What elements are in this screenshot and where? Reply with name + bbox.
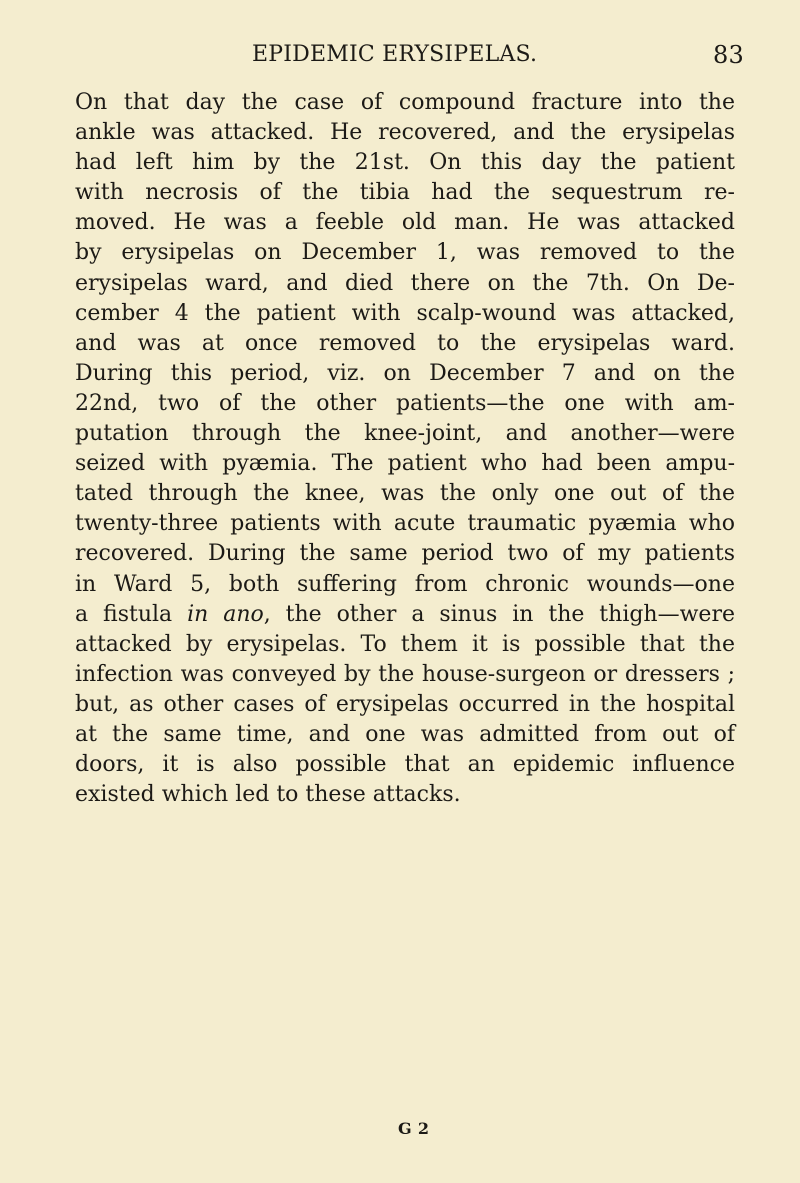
page-number: 83 (713, 41, 744, 69)
text-line-12: putation through the knee-joint, and another—were (75, 421, 735, 447)
text-line-8: cember 4 the patient with scalp-wound was attacked, (75, 300, 735, 326)
text-line-19: attacked by erysipelas. To them it is possible that the (75, 631, 735, 657)
text-line-11: 22nd, two of the other patients—the one with am- (75, 390, 735, 416)
line-18-after: , the other a sinus in the thigh—were (263, 601, 735, 627)
text-line-16: recovered. During the same period two of my patients (75, 541, 735, 567)
italic-phrase: in ano (187, 601, 264, 627)
text-line-17: in Ward 5, both suffering from chronic wounds—one (75, 571, 735, 597)
text-line-24: existed which led to these attacks. (75, 782, 461, 808)
text-line-7: erysipelas ward, and died there on the 7th. On De- (75, 270, 735, 296)
text-line-3: had left him by the 21st. On this day the patient (75, 150, 735, 176)
text-line-2: ankle was attacked. He recovered, and the erysipelas (75, 120, 735, 146)
running-head (252, 38, 752, 72)
text-line-4: with necrosis of the tibia had the sequestrum re- (75, 180, 735, 206)
text-line-13: seized with pyæmia. The patient who had been ampu- (75, 451, 735, 477)
text-line-20: infection was conveyed by the house-surgeon or dressers ; (75, 661, 735, 687)
line-18-before: a fistula (75, 601, 188, 627)
text-line-5: moved. He was a feeble old man. He was attacked (75, 210, 735, 236)
text-line-10: During this period, viz. on December 7 and on the (75, 360, 735, 386)
signature-mark: G 2 (398, 1119, 430, 1138)
running-title: EPIDEMIC ERYSIPELAS. (252, 42, 538, 67)
text-line-9: and was at once removed to the erysipelas ward. (75, 330, 735, 356)
body-paragraph (75, 88, 735, 810)
text-line-22: at the same time, and one was admitted from out of (75, 721, 735, 747)
text-line-23: doors, it is also possible that an epidemic influence (75, 752, 735, 778)
text-line-6: by erysipelas on December 1, was removed to the (75, 240, 735, 266)
text-line-15: twenty-three patients with acute traumatic pyæmia who (75, 511, 735, 537)
text-line-14: tated through the knee, was the only one out of the (75, 481, 735, 507)
text-line-21: but, as other cases of erysipelas occurred in the hospital (75, 691, 735, 717)
text-line-18 (75, 600, 735, 630)
text-line-1: On that day the case of compound fracture into the (75, 90, 735, 115)
